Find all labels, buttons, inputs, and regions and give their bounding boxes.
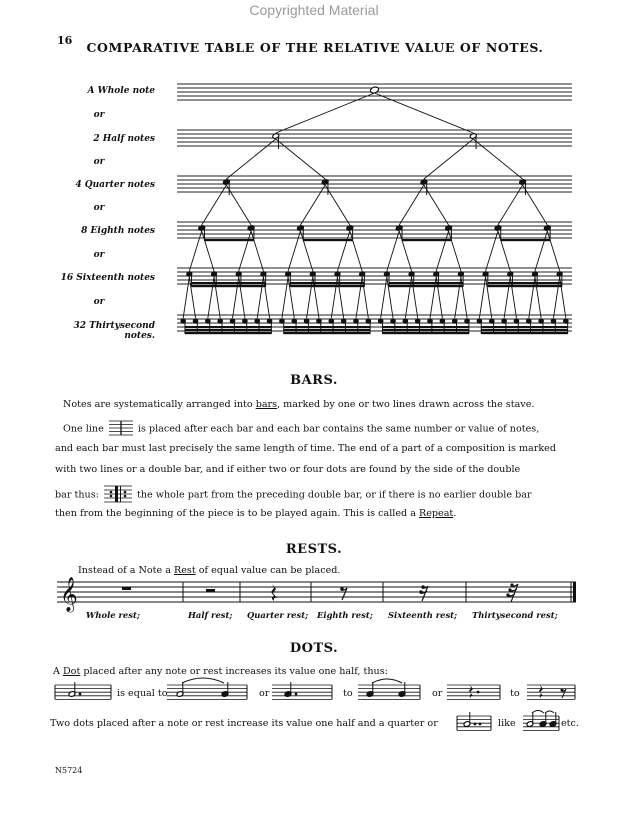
row-label-quarter: 4 Quarter notes <box>75 180 155 190</box>
bars-text-line5: bar thus: the whole part from the preceding double bar, or if there is no earlier double bar <box>55 484 600 506</box>
treble-clef-icon: 𝄞 <box>60 577 78 612</box>
row-label-whole: A Whole note <box>87 86 155 96</box>
row-label-sixteenth: 16 Sixteenth notes <box>60 273 155 283</box>
dots-heading: DOTS. <box>289 641 339 656</box>
rest-label-eighth: Eighth rest; <box>317 610 373 620</box>
rest-label-sixteenth: Sixteenth rest; <box>388 610 458 620</box>
row-label-eighth: 8 Eighth notes <box>81 226 155 236</box>
watermark: Copyrighted Material <box>249 2 379 18</box>
or-text: or <box>432 688 443 699</box>
or-label: or <box>93 203 105 213</box>
augmentation-dot <box>79 693 82 696</box>
or-label: or <box>93 250 105 260</box>
bars-heading: BARS. <box>290 373 338 388</box>
rest-label-whole: Whole rest; <box>86 610 140 620</box>
double-dots-text: Two dots placed after a note or rest increase its value one half and a quarter or <box>50 718 438 729</box>
dots-intro: A Dot placed after any note or rest increases its value one half, thus: <box>53 666 388 677</box>
row-label-half: 2 Half notes <box>93 134 155 144</box>
or-label: or <box>93 297 105 307</box>
bars-text-line2: One line is placed after each bar and each bar contains the same number or value of notes, <box>63 419 583 439</box>
bars-text-line3: and each bar must last precisely the same length of time. The end of a part of a composition is marked <box>55 443 556 454</box>
equal-to-text: is equal to <box>117 688 168 699</box>
etc-text: etc. <box>561 718 579 729</box>
bars-text-line6: then from the beginning of the piece is to be played again. This is called a Repeat. <box>55 508 457 519</box>
augmentation-dot <box>474 723 477 726</box>
or-label: or <box>93 110 105 120</box>
augmentation-dot <box>295 693 298 696</box>
tie-icon <box>372 679 402 683</box>
to-text: to <box>343 688 353 699</box>
bars-text-line1: Notes are systematically arranged into bars, marked by one or two lines drawn across the stave. <box>63 399 535 410</box>
augmentation-dot <box>477 691 480 694</box>
page-title: COMPARATIVE TABLE OF THE RELATIVE VALUE OF NOTES. <box>86 40 544 55</box>
or-text: or <box>259 688 270 699</box>
rest-label-quarter: Quarter rest; <box>247 610 309 620</box>
to-text: to <box>510 688 520 699</box>
tie-icon <box>532 711 554 714</box>
plate-number: N5724 <box>55 766 83 775</box>
like-text: like <box>498 718 516 729</box>
or-label: or <box>93 157 105 167</box>
rest-label-half: Half rest; <box>188 610 233 620</box>
tie-icon <box>182 678 224 683</box>
row-label-thirtysecond: 32 Thirtysecond notes. <box>73 321 155 341</box>
rests-heading: RESTS. <box>285 542 343 557</box>
rests-intro: Instead of a Note a Rest of equal value can be placed. <box>78 565 341 576</box>
page-number: 16 <box>57 34 73 47</box>
bars-text-line4: with two lines or a double bar, and if either two or four dots are found by the side of the double <box>55 464 521 475</box>
rest-label-thirtysecond: Thirtysecond rest; <box>472 610 558 620</box>
augmentation-dot <box>479 723 482 726</box>
